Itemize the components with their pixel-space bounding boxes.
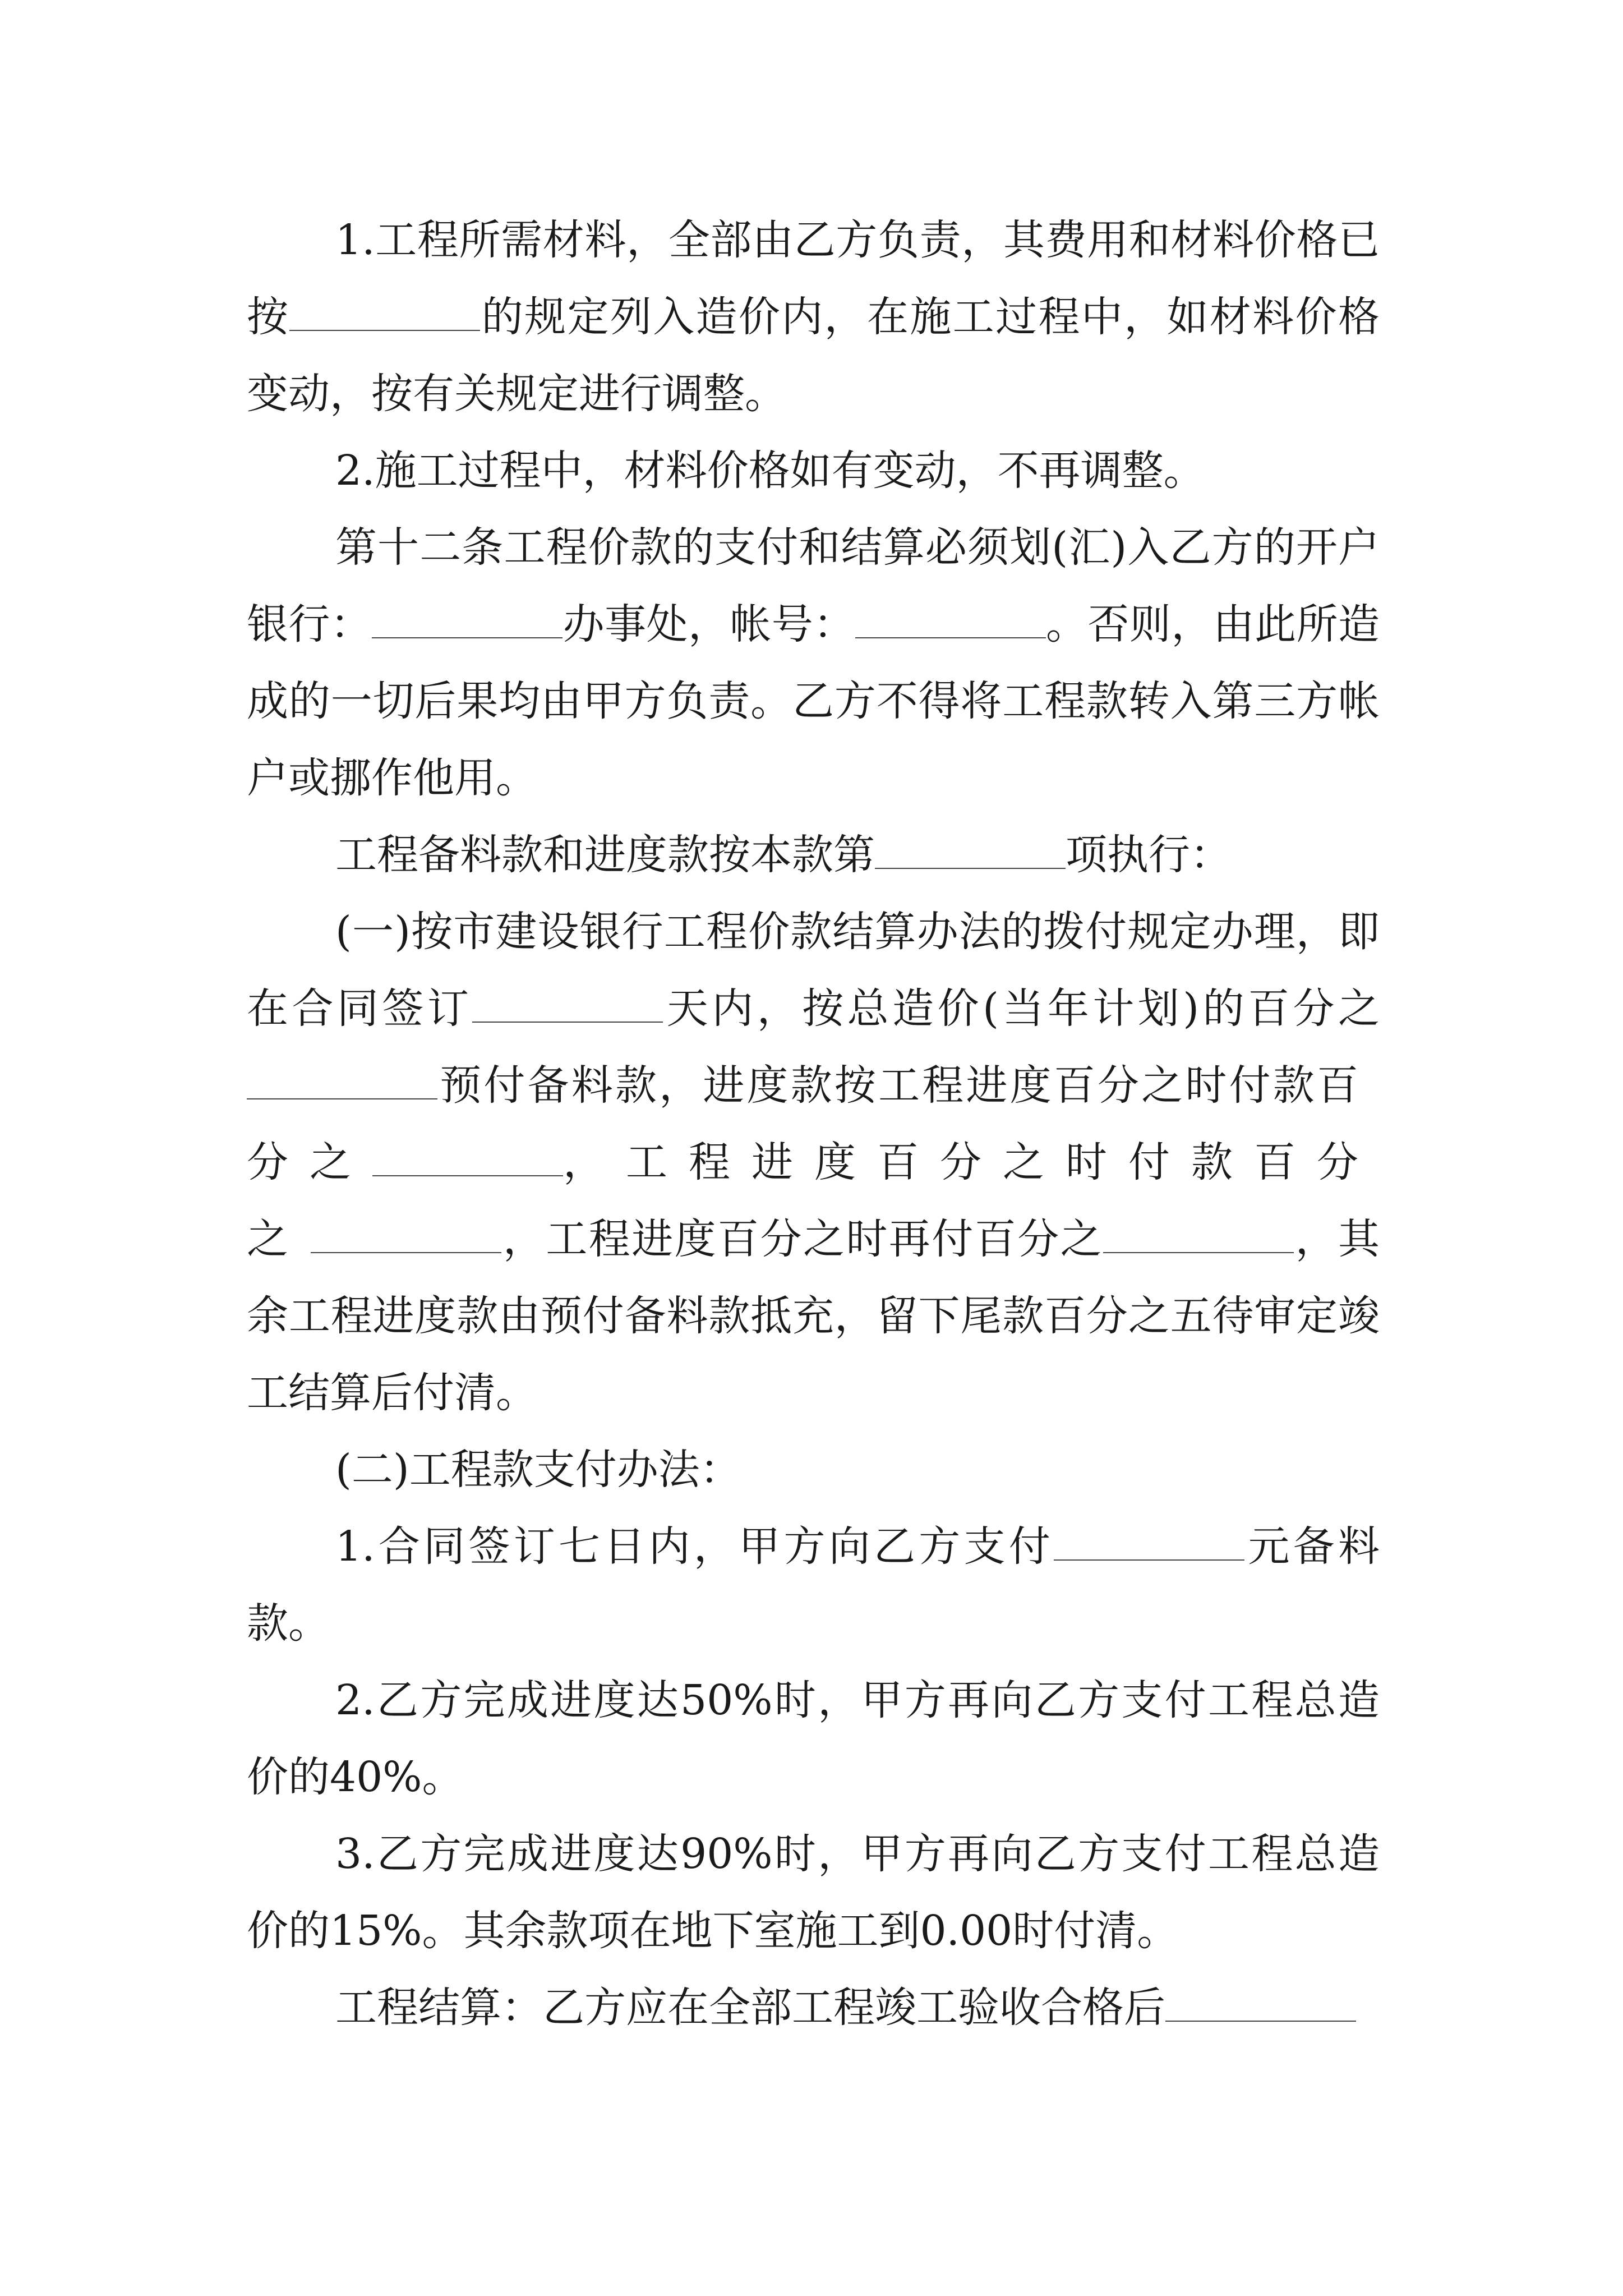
text: 2.乙方完成进度达50%时，甲方再向乙方支付工程总造价的40%。 [247,1676,1380,1801]
text: 1.工程所需材料，全部由乙方负责，其费用和材料价格已按 [247,216,1380,341]
text: (二)工程款支付办法： [335,1446,741,1494]
blank-line [472,987,663,1023]
paragraph-settlement [247,1970,1380,2046]
blank-line [311,1217,501,1253]
text: ，其余工程进度款由预付备料款抵充，留下尾款百分之五待审定竣工结算后付清。 [247,1215,1380,1417]
paragraph-no-adjustment [247,432,1380,509]
text: 项执行： [1066,831,1232,879]
blank-line [247,1064,437,1099]
text: 天内，按总造价(当年计划)的百分之 [663,984,1380,1033]
text: 的规定列入造价内，在施工过程中，如材料价格变动，按有关规定进行调整。 [247,293,1380,418]
text: 2.施工过程中，材料价格如有变动，不再调整。 [335,447,1205,495]
paragraph-payment-3 [247,1816,1380,1970]
paragraph-material-responsibility [247,202,1380,432]
text: 工程结算：乙方应在全部工程竣工验收合格后 [335,1984,1165,2032]
blank-line [855,602,1046,638]
text: ，工程进度百分之时再付百分之 [501,1215,1104,1263]
text: 第十二条工程价款的支付和结算必须划(汇)入乙方的开户银行： [247,523,1380,648]
text: (一)按市建设银行工程价款结算办法的拨付规定办理，即在合同签订 [247,908,1380,1033]
blank-line [875,833,1066,869]
blank-line [372,602,562,638]
text: 1.合同签订七日内，甲方向乙方支付 [335,1522,1054,1571]
text: 百分之 [247,1061,1380,1186]
blank-line [289,295,480,331]
text: ，工程进度百分之时付款百分之 [247,1138,1380,1263]
text: 元备料款。 [247,1522,1380,1648]
text: 预付备料款，进度款按工程进度百分之时付款 [437,1061,1317,1110]
paragraph-option-one [247,894,1380,1432]
paragraph-option-two [247,1432,1380,1508]
paragraph-payment-1 [247,1508,1380,1662]
blank-line [372,1140,563,1176]
blank-line [1103,1217,1294,1253]
text: 。否则，由此所造成的一切后果均由甲方负责。乙方不得将工程款转入第三方帐户或挪作他用。 [247,600,1380,802]
document-page [247,202,1380,2046]
paragraph-payment-option [247,817,1380,894]
paragraph-article-12 [247,509,1380,817]
text: 工程备料款和进度款按本款第 [335,831,875,879]
text: 3.乙方完成进度达90%时，甲方再向乙方支付工程总造价的15%。其余款项在地下室施工到0.00时付清。 [247,1830,1380,1955]
blank-line [1165,1986,1356,2022]
blank-line [1054,1525,1244,1561]
paragraph-payment-2 [247,1662,1380,1816]
text: 办事处，帐号： [562,600,855,648]
